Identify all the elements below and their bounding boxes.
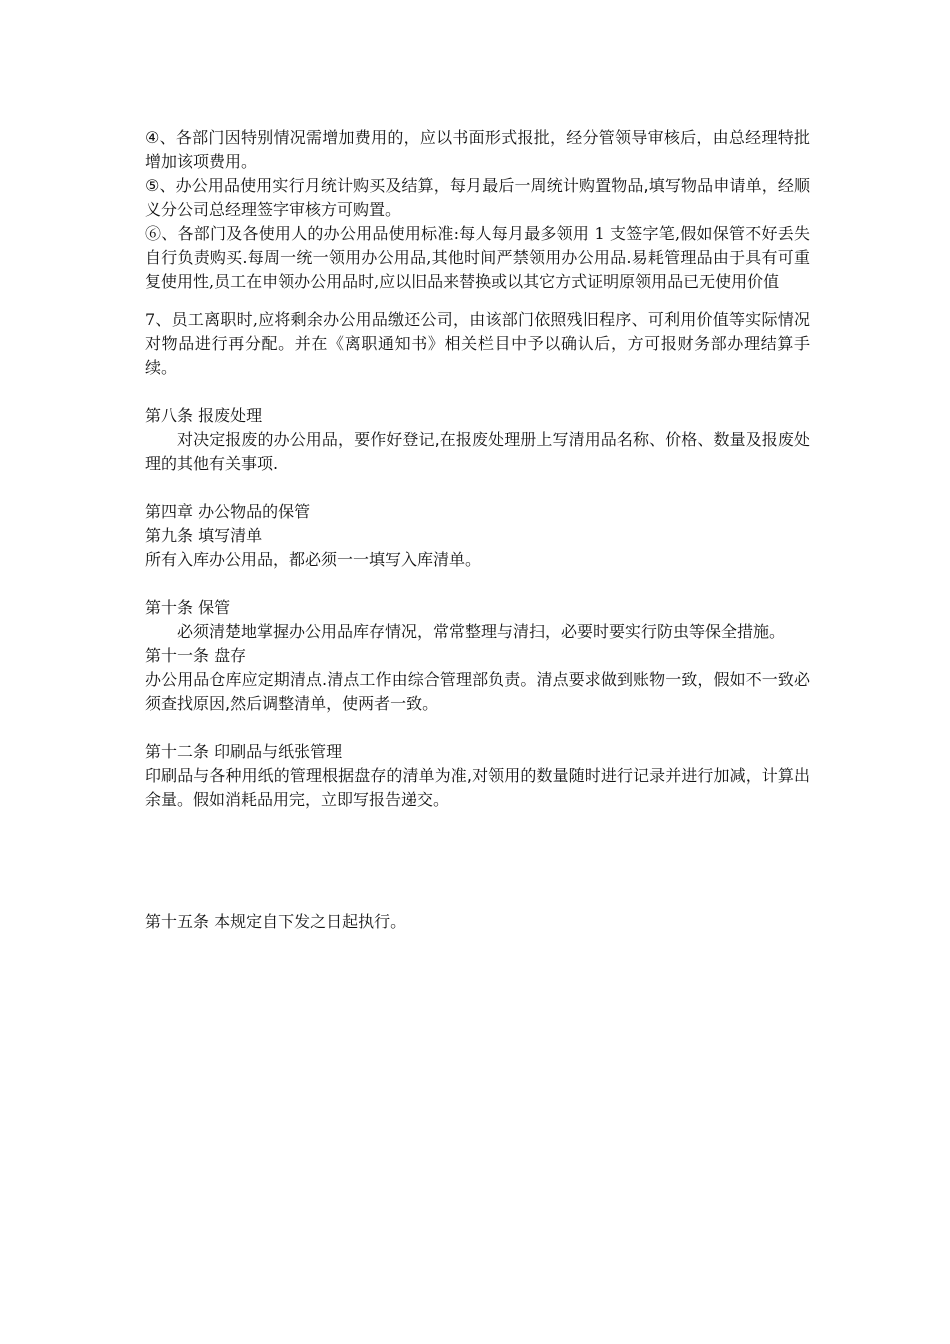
article-8-body: 对决定报废的办公用品，要作好登记,在报废处理册上写清用品名称、价格、数量及报废处理的其他有关事项. bbox=[145, 430, 810, 473]
article-11-body: 办公用品仓库应定期清点.清点工作由综合管理部负责。清点要求做到账物一致，假如不一致必须查找原因,然后调整清单，使两者一致。 bbox=[145, 670, 810, 713]
article-8-heading: 第八条 报废处理 bbox=[145, 406, 263, 425]
article-9-heading: 第九条 填写清单 bbox=[145, 526, 263, 545]
chapter-4-heading: 第四章 办公物品的保管 bbox=[145, 502, 311, 521]
document-body bbox=[145, 126, 810, 934]
article-12-body: 印刷品与各种用纸的管理根据盘存的清单为准,对领用的数量随时进行记录并进行加减，计算出余量。假如消耗品用完，立即写报告递交。 bbox=[145, 766, 810, 809]
article-10-heading: 第十条 保管 bbox=[145, 598, 231, 617]
article-15-heading: 第十五条 本规定自下发之日起执行。 bbox=[145, 912, 407, 931]
article-10-body: 必须清楚地掌握办公用品库存情况，常常整理与清扫，必要时要实行防虫等保全措施。 bbox=[177, 622, 786, 641]
article-11-heading: 第十一条 盘存 bbox=[145, 646, 247, 665]
clause-4-paragraph: ④、各部门因特别情况需增加费用的，应以书面形式报批，经分管领导审核后，由总经理特批增加该项费用。 bbox=[145, 128, 810, 171]
article-9-body: 所有入库办公用品，都必须一一填写入库清单。 bbox=[145, 550, 482, 569]
clause-6-paragraph: ⑥、各部门及各使用人的办公用品使用标准:每人每月最多领用 1 支签字笔,假如保管不好丢失自行负责购买.每周一统一领用办公用品,其他时间严禁领用办公用品.易耗管理品由于具有可重复使用性,员工在申领办公用品时,应以旧品来替换或以其它方式证明原领用品已无使用价值 bbox=[145, 224, 810, 291]
clause-7-paragraph: 7、员工离职时,应将剩余办公用品缴还公司，由该部门依照残旧程序、可利用价值等实际情况对物品进行再分配。并在《离职通知书》相关栏目中予以确认后，方可报财务部办理结算手续。 bbox=[145, 310, 810, 377]
article-12-heading: 第十二条 印刷品与纸张管理 bbox=[145, 742, 343, 761]
clause-5-paragraph: ⑤、办公用品使用实行月统计购买及结算，每月最后一周统计购置物品,填写物品申请单，经顺义分公司总经理签字审核方可购置。 bbox=[145, 176, 810, 219]
